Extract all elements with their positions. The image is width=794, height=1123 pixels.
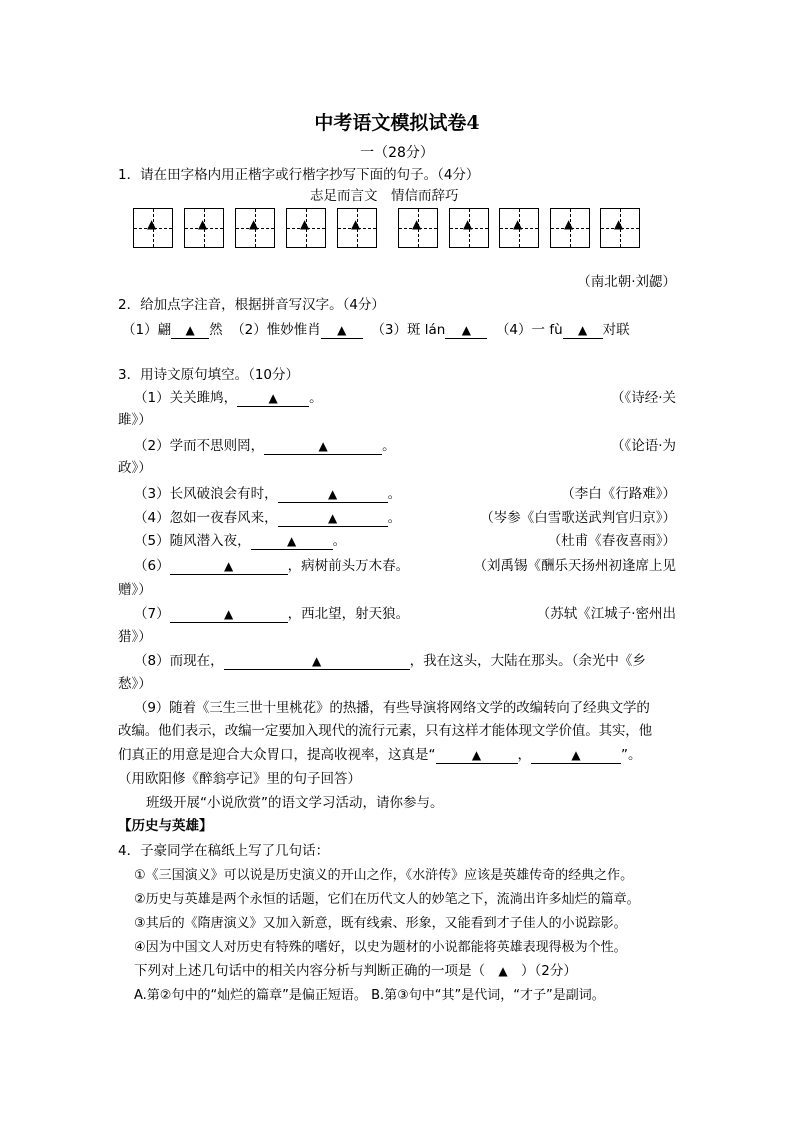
q3-source6-cont: 赠》） xyxy=(118,582,152,598)
answer-blank[interactable] xyxy=(170,606,288,623)
q2-item4-end: 对联 xyxy=(602,322,630,338)
q3-item6-text: ，病树前头万木春。 xyxy=(287,558,410,574)
q3-source7: （苏轼《江城子·密州出 xyxy=(536,606,676,622)
answer-blank[interactable] xyxy=(445,322,487,339)
q3-item1: （1）关关雎鸠， xyxy=(134,390,238,406)
answer-mark: ▲ xyxy=(498,964,508,978)
answer-mark: ▲ xyxy=(351,217,361,231)
q3-source2-cont: 政》） xyxy=(118,460,152,476)
answer-mark: ▲ xyxy=(571,748,581,762)
q4-sentence2: ②历史与英雄是两个永恒的话题，它们在历代文人的妙笔之下，流淌出许多灿烂的篇章。 xyxy=(134,892,640,907)
page-title: 中考语文模拟试卷4 xyxy=(314,112,480,134)
answer-mark: ▲ xyxy=(300,217,310,231)
q3-item9-line3: 们真正的用意是迎合大众胃口，提高收视率，这真是“ xyxy=(118,747,436,763)
answer-mark: ▲ xyxy=(412,217,422,231)
q1-prompt: 1．请在田字格内用正楷字或行楷字抄写下面的句子。（4分） xyxy=(118,167,480,183)
answer-mark: ▲ xyxy=(311,654,322,668)
q3-source8-cont: 愁》） xyxy=(118,676,152,692)
answer-blank[interactable] xyxy=(436,747,518,764)
grid-cell[interactable] xyxy=(235,208,275,248)
part-heading: 【历史与英雄】 xyxy=(118,818,213,834)
answer-mark: ▲ xyxy=(461,323,471,337)
answer-mark: ▲ xyxy=(185,323,195,337)
answer-blank[interactable] xyxy=(264,438,382,455)
answer-blank[interactable] xyxy=(171,322,209,339)
q3-source1: （《诗经·关 xyxy=(610,390,676,406)
grid-cell[interactable] xyxy=(398,208,438,248)
grid-cell[interactable] xyxy=(184,208,224,248)
answer-mark: ▲ xyxy=(147,217,157,231)
q3-item8-text: ，我在这头，大陆在那头。（余光中《乡 xyxy=(409,653,646,669)
answer-blank[interactable] xyxy=(170,558,288,575)
q2-prompt: 2．给加点字注音，根据拼音写汉字。（4分） xyxy=(118,297,385,313)
period: 。 xyxy=(309,390,323,406)
section-heading: 一（28分） xyxy=(360,145,434,161)
q1-sentence: 志足而言文 情信而辞巧 xyxy=(310,188,459,204)
q3-item9-line2: 改编。他们表示，改编一定要加入现代的流行元素，只有这样才能体现文学价值。其实，他 xyxy=(118,723,652,739)
answer-blank[interactable] xyxy=(278,510,388,527)
answer-blank[interactable] xyxy=(485,962,521,980)
answer-mark: ▲ xyxy=(327,487,338,501)
grid-cell[interactable] xyxy=(337,208,377,248)
period: 。 xyxy=(382,438,396,454)
q3-item8: （8）而现在， xyxy=(134,653,224,669)
answer-mark: ▲ xyxy=(471,748,482,762)
answer-blank[interactable] xyxy=(563,322,603,339)
answer-mark: ▲ xyxy=(249,217,259,231)
period: 。 xyxy=(387,510,402,526)
grid-cell[interactable] xyxy=(133,208,173,248)
q3-item3: （3）长风破浪会有时， xyxy=(134,486,278,502)
q4-sentence3: ③其后的《隋唐演义》又加入新意，既有线索、形象，又能看到才子佳人的小说踪影。 xyxy=(134,916,627,931)
grid-cell[interactable] xyxy=(286,208,326,248)
q3-item7-text: ，西北望，射天狼。 xyxy=(287,606,410,622)
comma: ， xyxy=(517,747,531,763)
answer-mark: ▲ xyxy=(578,323,588,337)
answer-mark: ▲ xyxy=(223,607,234,621)
answer-mark: ▲ xyxy=(318,439,328,453)
answer-blank[interactable] xyxy=(531,747,621,764)
q4-option-b[interactable]: B.第③句中“其”是代词，“才子”是副词。 xyxy=(371,988,605,1003)
q2-item4: （4）一 fù xyxy=(495,322,563,338)
answer-blank[interactable] xyxy=(237,390,309,407)
q4-prompt: 4．子豪同学在稿纸上写了几句话： xyxy=(118,843,330,859)
answer-mark: ▲ xyxy=(564,217,574,231)
answer-mark: ▲ xyxy=(513,217,523,231)
answer-blank[interactable] xyxy=(224,653,410,670)
answer-blank[interactable] xyxy=(251,533,333,550)
answer-mark: ▲ xyxy=(463,217,473,231)
answer-mark: ▲ xyxy=(614,217,624,231)
q3-source1-cont: 雎》） xyxy=(118,412,152,428)
answer-blank[interactable] xyxy=(278,486,388,503)
answer-blank[interactable] xyxy=(321,322,363,339)
grid-cell[interactable] xyxy=(499,208,539,248)
q3-item6: （6） xyxy=(134,558,170,574)
q3-source3: （李白《行路难》） xyxy=(561,486,676,502)
answer-mark: ▲ xyxy=(268,391,278,405)
q3-item5: （5）随风潜入夜， xyxy=(134,533,251,549)
q3-item9-line1: （9）随着《三生三世十里桃花》的热播，有些导演将网络文学的改编转向了经典文学的 xyxy=(134,700,650,716)
q2-item1: （1）翩 xyxy=(122,322,172,338)
answer-mark: ▲ xyxy=(198,217,208,231)
q3-source2: （《论语·为 xyxy=(610,438,676,454)
q2-items xyxy=(122,321,680,339)
q4-option-a[interactable]: A.第②句中的“灿烂的篇章”是偏正短语。 xyxy=(134,988,367,1003)
activity-intro: 班级开展“小说欣赏”的语文学习活动，请你参与。 xyxy=(146,795,444,811)
grid-cell[interactable] xyxy=(449,208,489,248)
q3-item7: （7） xyxy=(134,606,170,622)
q4-sentence1: ①《三国演义》可以说是历史演义的开山之作，《水浒传》应该是英雄传奇的经典之作。 xyxy=(134,868,634,883)
answer-mark: ▲ xyxy=(337,323,347,337)
q3-source4: （岑参《白雪歌送武判官归京》） xyxy=(480,510,676,526)
q4-sentence4: ④因为中国文人对历史有特殊的嗜好，以史为题材的小说都能将英雄表现得极为个性。 xyxy=(134,940,627,955)
q2-item3: （3）斑 lán xyxy=(371,322,446,338)
grid-cell[interactable] xyxy=(550,208,590,248)
q3-source5: （杜甫《春夜喜雨》） xyxy=(547,533,676,549)
period: 。 xyxy=(387,486,402,502)
q1-source: （南北朝·刘勰） xyxy=(577,274,676,290)
q2-item1-end: 然 xyxy=(209,322,223,338)
grid-cell[interactable] xyxy=(600,208,640,248)
q2-item2: （2）惟妙惟肖 xyxy=(231,322,321,338)
q3-prompt: 3．用诗文原句填空。（10分） xyxy=(118,367,300,383)
period: 。 xyxy=(332,533,347,549)
answer-mark: ▲ xyxy=(327,511,338,525)
q4-question-score: ）（2分） xyxy=(521,963,577,979)
answer-mark: ▲ xyxy=(286,534,297,548)
answer-mark: ▲ xyxy=(223,559,234,573)
q3-item4: （4）忽如一夜春风来， xyxy=(134,510,278,526)
q3-item9-line4: （用欧阳修《醉翁亭记》里的句子回答） xyxy=(118,771,361,787)
q3-source7-cont: 猎》） xyxy=(118,629,152,645)
quote-end: ”。 xyxy=(621,747,642,763)
q3-item2: （2）学而不思则罔， xyxy=(134,438,265,454)
q4-question: 下列对上述几句话中的相关内容分析与判断正确的一项是（ xyxy=(134,963,485,979)
q3-source6: （刘禹锡《酬乐天扬州初逢席上见 xyxy=(473,558,676,574)
